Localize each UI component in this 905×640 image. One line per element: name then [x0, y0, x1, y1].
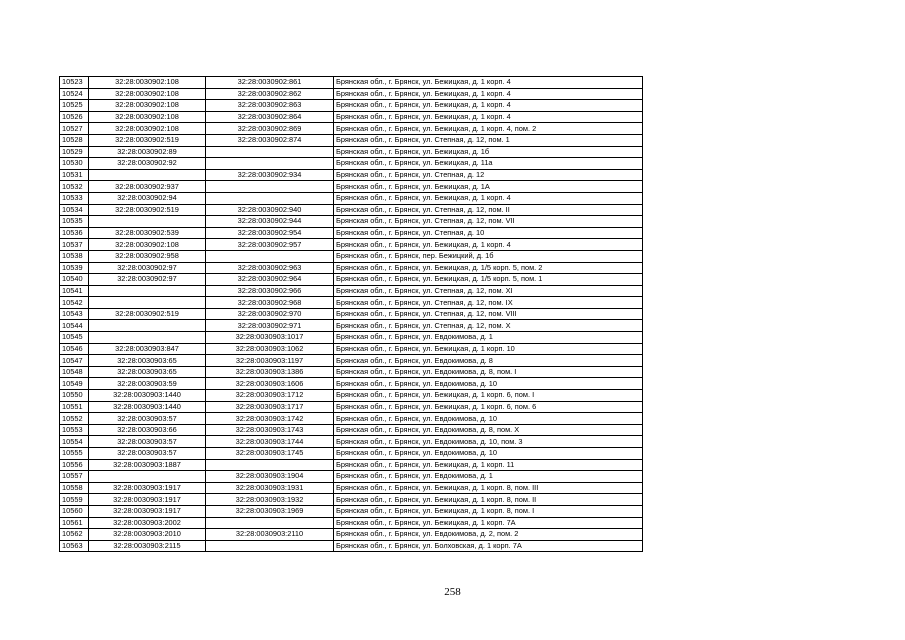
table-row — [60, 100, 643, 112]
table-row — [60, 262, 643, 274]
object-cadastral-number-cell — [206, 158, 334, 170]
object-cadastral-number-cell: 32:28:0030902:970 — [206, 308, 334, 320]
address-cell: Брянская обл., г. Брянск, ул. Бежицкая, д. 1 корп. 4 — [334, 111, 643, 123]
table-row — [60, 111, 643, 123]
address-cell: Брянская обл., г. Брянск, ул. Евдокимова, д. 8, пом. X — [334, 424, 643, 436]
address-cell: Брянская обл., г. Брянск, ул. Бежицкая, д. 1 корп. 4 — [334, 239, 643, 251]
address-cell: Брянская обл., г. Брянск, ул. Бежицкая, д. 1 корп. 4 — [334, 88, 643, 100]
address-cell: Брянская обл., г. Брянск, пер. Бежицкий, д. 1б — [334, 250, 643, 262]
land-cadastral-number-cell — [89, 297, 206, 309]
address-cell: Брянская обл., г. Брянск, ул. Бежицкая, д. 1 корп. 6, пом. 6 — [334, 401, 643, 413]
row-number-cell: 10531 — [60, 169, 89, 181]
address-cell: Брянская обл., г. Брянск, ул. Степная, д. 12, пом. X — [334, 320, 643, 332]
object-cadastral-number-cell — [206, 517, 334, 529]
table-row — [60, 355, 643, 367]
land-cadastral-number-cell: 32:28:0030902:958 — [89, 250, 206, 262]
table-row — [60, 343, 643, 355]
land-cadastral-number-cell: 32:28:0030902:94 — [89, 192, 206, 204]
row-number-cell: 10549 — [60, 378, 89, 390]
row-number-cell: 10530 — [60, 158, 89, 170]
table-row — [60, 366, 643, 378]
address-cell: Брянская обл., г. Брянск, ул. Степная, д. 12, пом. II — [334, 204, 643, 216]
address-cell: Брянская обл., г. Брянск, ул. Бежицкая, д. 1 корп. 8, пом. I — [334, 505, 643, 517]
table-row — [60, 332, 643, 344]
object-cadastral-number-cell: 32:28:0030902:954 — [206, 227, 334, 239]
table-row — [60, 123, 643, 135]
address-cell: Брянская обл., г. Брянск, ул. Бежицкая, д. 1 корп. 4 — [334, 192, 643, 204]
land-cadastral-number-cell: 32:28:0030902:519 — [89, 204, 206, 216]
object-cadastral-number-cell: 32:28:0030902:971 — [206, 320, 334, 332]
address-cell: Брянская обл., г. Брянск, ул. Бежицкая, д. 1 корп. 4 — [334, 77, 643, 89]
object-cadastral-number-cell: 32:28:0030903:1932 — [206, 494, 334, 506]
address-cell: Брянская обл., г. Брянск, ул. Степная, д. 12, пом. IX — [334, 297, 643, 309]
address-cell: Брянская обл., г. Брянск, ул. Бежицкая, д. 1/5 корп. 5, пом. 1 — [334, 274, 643, 286]
row-number-cell: 10546 — [60, 343, 89, 355]
address-cell: Брянская обл., г. Брянск, ул. Бежицкая, д. 1/5 корп. 5, пом. 2 — [334, 262, 643, 274]
object-cadastral-number-cell: 32:28:0030902:966 — [206, 285, 334, 297]
address-cell: Брянская обл., г. Брянск, ул. Бежицкая, д. 1 корп. 8, пом. III — [334, 482, 643, 494]
land-cadastral-number-cell — [89, 332, 206, 344]
page-number: 258 — [444, 586, 461, 598]
object-cadastral-number-cell: 32:28:0030903:1197 — [206, 355, 334, 367]
object-cadastral-number-cell: 32:28:0030902:874 — [206, 134, 334, 146]
address-cell: Брянская обл., г. Брянск, ул. Евдокимова, д. 2, пом. 2 — [334, 529, 643, 541]
land-cadastral-number-cell: 32:28:0030903:1440 — [89, 390, 206, 402]
table-row — [60, 169, 643, 181]
object-cadastral-number-cell: 32:28:0030902:968 — [206, 297, 334, 309]
table-row — [60, 517, 643, 529]
row-number-cell: 10538 — [60, 250, 89, 262]
address-cell: Брянская обл., г. Брянск, ул. Евдокимова, д. 1 — [334, 471, 643, 483]
row-number-cell: 10548 — [60, 366, 89, 378]
land-cadastral-number-cell: 32:28:0030903:1887 — [89, 459, 206, 471]
table-row — [60, 181, 643, 193]
table-row — [60, 436, 643, 448]
table-row — [60, 239, 643, 251]
table-row — [60, 494, 643, 506]
registry-table-body — [60, 77, 643, 552]
address-cell: Брянская обл., г. Брянск, ул. Бежицкая, д. 1 корп. 8, пом. II — [334, 494, 643, 506]
object-cadastral-number-cell: 32:28:0030902:944 — [206, 216, 334, 228]
land-cadastral-number-cell: 32:28:0030903:59 — [89, 378, 206, 390]
row-number-cell: 10541 — [60, 285, 89, 297]
table-row — [60, 216, 643, 228]
object-cadastral-number-cell: 32:28:0030902:963 — [206, 262, 334, 274]
row-number-cell: 10528 — [60, 134, 89, 146]
table-row — [60, 505, 643, 517]
table-row — [60, 285, 643, 297]
table-row — [60, 308, 643, 320]
row-number-cell: 10532 — [60, 181, 89, 193]
row-number-cell: 10544 — [60, 320, 89, 332]
land-cadastral-number-cell: 32:28:0030902:519 — [89, 134, 206, 146]
land-cadastral-number-cell — [89, 320, 206, 332]
row-number-cell: 10561 — [60, 517, 89, 529]
row-number-cell: 10529 — [60, 146, 89, 158]
row-number-cell: 10545 — [60, 332, 89, 344]
object-cadastral-number-cell: 32:28:0030902:934 — [206, 169, 334, 181]
address-cell: Брянская обл., г. Брянск, ул. Степная, д. 12, пом. XI — [334, 285, 643, 297]
land-cadastral-number-cell: 32:28:0030903:847 — [89, 343, 206, 355]
land-cadastral-number-cell: 32:28:0030902:937 — [89, 181, 206, 193]
land-cadastral-number-cell: 32:28:0030902:97 — [89, 274, 206, 286]
land-cadastral-number-cell: 32:28:0030902:519 — [89, 308, 206, 320]
address-cell: Брянская обл., г. Брянск, ул. Бежицкая, д. 1 корп. 10 — [334, 343, 643, 355]
row-number-cell: 10535 — [60, 216, 89, 228]
address-cell: Брянская обл., г. Брянск, ул. Бежицкая, д. 11а — [334, 158, 643, 170]
object-cadastral-number-cell: 32:28:0030903:1606 — [206, 378, 334, 390]
table-row — [60, 274, 643, 286]
row-number-cell: 10552 — [60, 413, 89, 425]
land-cadastral-number-cell: 32:28:0030902:108 — [89, 77, 206, 89]
object-cadastral-number-cell: 32:28:0030902:861 — [206, 77, 334, 89]
address-cell: Брянская обл., г. Брянск, ул. Евдокимова, д. 10 — [334, 448, 643, 460]
object-cadastral-number-cell: 32:28:0030903:1969 — [206, 505, 334, 517]
land-cadastral-number-cell: 32:28:0030903:65 — [89, 366, 206, 378]
address-cell: Брянская обл., г. Брянск, ул. Евдокимова, д. 1 — [334, 332, 643, 344]
land-cadastral-number-cell: 32:28:0030902:92 — [89, 158, 206, 170]
address-cell: Брянская обл., г. Брянск, ул. Евдокимова, д. 8 — [334, 355, 643, 367]
row-number-cell: 10536 — [60, 227, 89, 239]
land-cadastral-number-cell: 32:28:0030903:1917 — [89, 505, 206, 517]
registry-table — [59, 76, 643, 552]
object-cadastral-number-cell — [206, 250, 334, 262]
table-row — [60, 158, 643, 170]
object-cadastral-number-cell: 32:28:0030903:1743 — [206, 424, 334, 436]
land-cadastral-number-cell: 32:28:0030902:108 — [89, 88, 206, 100]
land-cadastral-number-cell — [89, 471, 206, 483]
object-cadastral-number-cell — [206, 459, 334, 471]
row-number-cell: 10527 — [60, 123, 89, 135]
row-number-cell: 10559 — [60, 494, 89, 506]
table-row — [60, 390, 643, 402]
object-cadastral-number-cell: 32:28:0030902:869 — [206, 123, 334, 135]
object-cadastral-number-cell: 32:28:0030902:964 — [206, 274, 334, 286]
land-cadastral-number-cell: 32:28:0030903:1917 — [89, 482, 206, 494]
table-row — [60, 459, 643, 471]
row-number-cell: 10533 — [60, 192, 89, 204]
table-row — [60, 540, 643, 552]
row-number-cell: 10557 — [60, 471, 89, 483]
object-cadastral-number-cell: 32:28:0030902:957 — [206, 239, 334, 251]
table-row — [60, 320, 643, 332]
object-cadastral-number-cell: 32:28:0030903:1386 — [206, 366, 334, 378]
object-cadastral-number-cell — [206, 540, 334, 552]
row-number-cell: 10555 — [60, 448, 89, 460]
object-cadastral-number-cell: 32:28:0030903:1717 — [206, 401, 334, 413]
table-row — [60, 250, 643, 262]
land-cadastral-number-cell: 32:28:0030902:89 — [89, 146, 206, 158]
table-row — [60, 88, 643, 100]
land-cadastral-number-cell: 32:28:0030903:2010 — [89, 529, 206, 541]
row-number-cell: 10539 — [60, 262, 89, 274]
object-cadastral-number-cell: 32:28:0030903:1017 — [206, 332, 334, 344]
address-cell: Брянская обл., г. Брянск, ул. Степная, д. 12, пом. VIII — [334, 308, 643, 320]
address-cell: Брянская обл., г. Брянск, ул. Евдокимова, д. 10, пом. 3 — [334, 436, 643, 448]
land-cadastral-number-cell: 32:28:0030903:66 — [89, 424, 206, 436]
address-cell: Брянская обл., г. Брянск, ул. Бежицкая, д. 1 корп. 4 — [334, 100, 643, 112]
row-number-cell: 10554 — [60, 436, 89, 448]
land-cadastral-number-cell: 32:28:0030903:57 — [89, 413, 206, 425]
row-number-cell: 10524 — [60, 88, 89, 100]
object-cadastral-number-cell — [206, 146, 334, 158]
object-cadastral-number-cell: 32:28:0030903:1931 — [206, 482, 334, 494]
table-row — [60, 227, 643, 239]
row-number-cell: 10534 — [60, 204, 89, 216]
table-row — [60, 448, 643, 460]
object-cadastral-number-cell: 32:28:0030902:940 — [206, 204, 334, 216]
address-cell: Брянская обл., г. Брянск, ул. Бежицкая, д. 1А — [334, 181, 643, 193]
row-number-cell: 10556 — [60, 459, 89, 471]
address-cell: Брянская обл., г. Брянск, ул. Бежицкая, д. 1 корп. 6, пом. I — [334, 390, 643, 402]
object-cadastral-number-cell: 32:28:0030902:862 — [206, 88, 334, 100]
row-number-cell: 10550 — [60, 390, 89, 402]
table-row — [60, 424, 643, 436]
object-cadastral-number-cell: 32:28:0030903:1062 — [206, 343, 334, 355]
address-cell: Брянская обл., г. Брянск, ул. Степная, д. 10 — [334, 227, 643, 239]
row-number-cell: 10547 — [60, 355, 89, 367]
address-cell: Брянская обл., г. Брянск, ул. Болховская, д. 1 корп. 7А — [334, 540, 643, 552]
row-number-cell: 10526 — [60, 111, 89, 123]
address-cell: Брянская обл., г. Брянск, ул. Степная, д. 12 — [334, 169, 643, 181]
row-number-cell: 10563 — [60, 540, 89, 552]
row-number-cell: 10560 — [60, 505, 89, 517]
row-number-cell: 10543 — [60, 308, 89, 320]
object-cadastral-number-cell — [206, 192, 334, 204]
land-cadastral-number-cell: 32:28:0030903:57 — [89, 436, 206, 448]
land-cadastral-number-cell: 32:28:0030902:108 — [89, 100, 206, 112]
row-number-cell: 10551 — [60, 401, 89, 413]
land-cadastral-number-cell — [89, 216, 206, 228]
table-row — [60, 413, 643, 425]
land-cadastral-number-cell: 32:28:0030903:2002 — [89, 517, 206, 529]
table-row — [60, 77, 643, 89]
object-cadastral-number-cell: 32:28:0030903:1904 — [206, 471, 334, 483]
object-cadastral-number-cell: 32:28:0030902:864 — [206, 111, 334, 123]
object-cadastral-number-cell: 32:28:0030903:1744 — [206, 436, 334, 448]
land-cadastral-number-cell: 32:28:0030902:539 — [89, 227, 206, 239]
land-cadastral-number-cell — [89, 285, 206, 297]
land-cadastral-number-cell: 32:28:0030903:1440 — [89, 401, 206, 413]
land-cadastral-number-cell: 32:28:0030903:2115 — [89, 540, 206, 552]
address-cell: Брянская обл., г. Брянск, ул. Бежицкая, д. 1 корп. 11 — [334, 459, 643, 471]
land-cadastral-number-cell: 32:28:0030902:108 — [89, 111, 206, 123]
address-cell: Брянская обл., г. Брянск, ул. Бежицкая, д. 1 корп. 4, пом. 2 — [334, 123, 643, 135]
table-row — [60, 529, 643, 541]
object-cadastral-number-cell: 32:28:0030903:1745 — [206, 448, 334, 460]
land-cadastral-number-cell: 32:28:0030903:1917 — [89, 494, 206, 506]
row-number-cell: 10542 — [60, 297, 89, 309]
land-cadastral-number-cell — [89, 169, 206, 181]
land-cadastral-number-cell: 32:28:0030902:108 — [89, 239, 206, 251]
address-cell: Брянская обл., г. Брянск, ул. Евдокимова, д. 10 — [334, 378, 643, 390]
address-cell: Брянская обл., г. Брянск, ул. Степная, д. 12, пом. VII — [334, 216, 643, 228]
land-cadastral-number-cell: 32:28:0030902:108 — [89, 123, 206, 135]
land-cadastral-number-cell: 32:28:0030903:65 — [89, 355, 206, 367]
address-cell: Брянская обл., г. Брянск, ул. Евдокимова, д. 10 — [334, 413, 643, 425]
address-cell: Брянская обл., г. Брянск, ул. Бежицкая, д. 1б — [334, 146, 643, 158]
table-row — [60, 471, 643, 483]
object-cadastral-number-cell: 32:28:0030903:2110 — [206, 529, 334, 541]
address-cell: Брянская обл., г. Брянск, ул. Бежицкая, д. 1 корп. 7А — [334, 517, 643, 529]
table-row — [60, 204, 643, 216]
address-cell: Брянская обл., г. Брянск, ул. Евдокимова, д. 8, пом. I — [334, 366, 643, 378]
land-cadastral-number-cell: 32:28:0030903:57 — [89, 448, 206, 460]
address-cell: Брянская обл., г. Брянск, ул. Степная, д. 12, пом. 1 — [334, 134, 643, 146]
row-number-cell: 10558 — [60, 482, 89, 494]
object-cadastral-number-cell — [206, 181, 334, 193]
land-cadastral-number-cell: 32:28:0030902:97 — [89, 262, 206, 274]
table-row — [60, 482, 643, 494]
object-cadastral-number-cell: 32:28:0030902:863 — [206, 100, 334, 112]
table-row — [60, 297, 643, 309]
table-row — [60, 134, 643, 146]
row-number-cell: 10540 — [60, 274, 89, 286]
table-row — [60, 378, 643, 390]
object-cadastral-number-cell: 32:28:0030903:1742 — [206, 413, 334, 425]
table-row — [60, 146, 643, 158]
row-number-cell: 10523 — [60, 77, 89, 89]
row-number-cell: 10553 — [60, 424, 89, 436]
row-number-cell: 10525 — [60, 100, 89, 112]
object-cadastral-number-cell: 32:28:0030903:1712 — [206, 390, 334, 402]
table-row — [60, 401, 643, 413]
table-row — [60, 192, 643, 204]
row-number-cell: 10562 — [60, 529, 89, 541]
row-number-cell: 10537 — [60, 239, 89, 251]
